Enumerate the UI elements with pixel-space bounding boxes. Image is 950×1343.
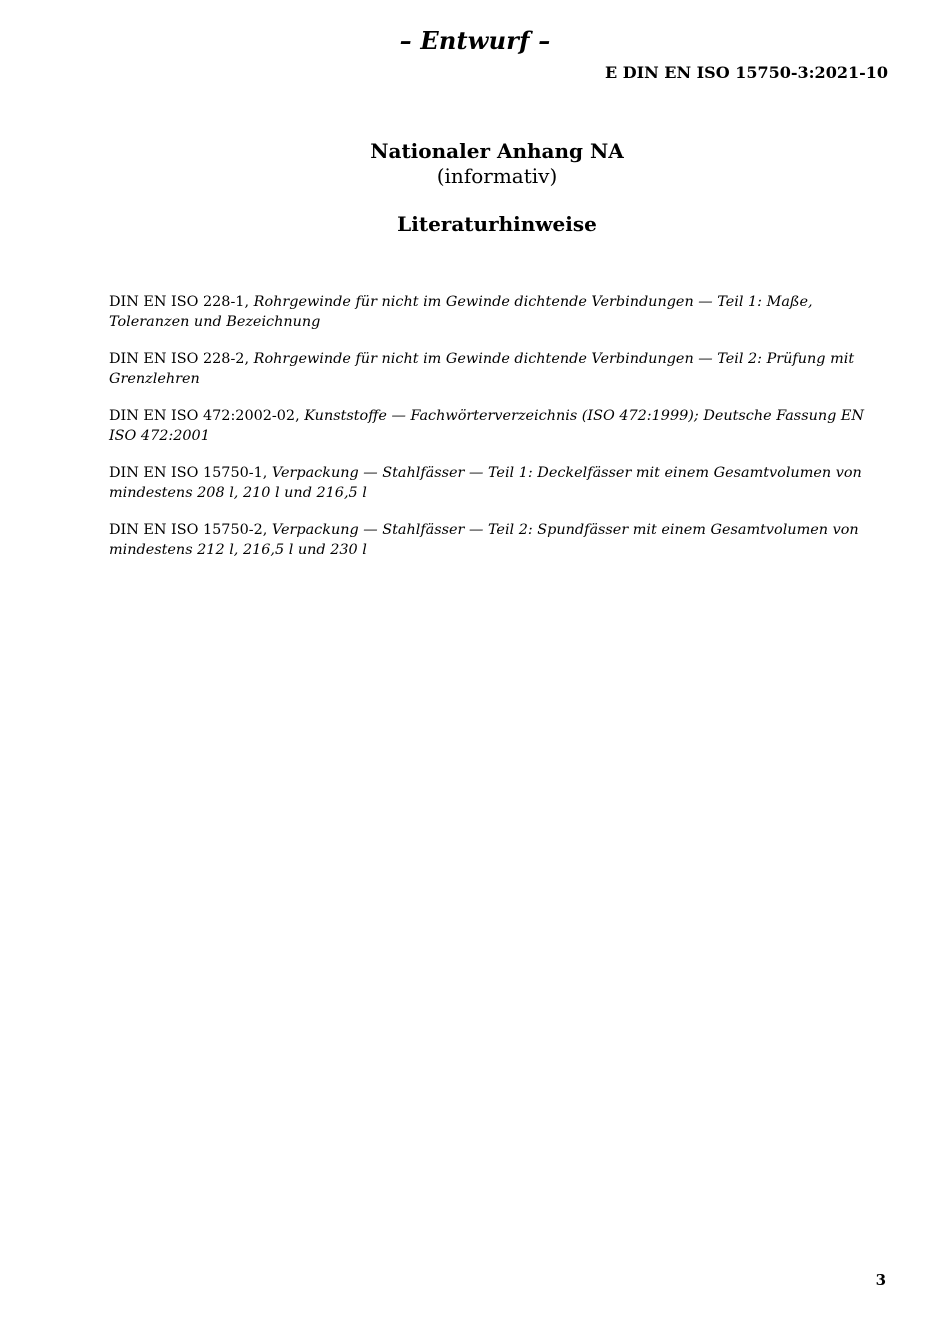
annex-title: Nationaler Anhang NA [370,139,624,163]
reference-item [109,349,889,389]
annex-subtitle: (informativ) [436,164,558,188]
reference-number: DIN EN ISO 472:2002-02, [109,408,305,424]
reference-number: DIN EN ISO 228-2, [109,351,254,367]
draft-label: – Entwurf – [399,26,551,55]
reference-number: DIN EN ISO 15750-1, [109,465,272,481]
reference-item [109,292,889,332]
reference-title: Verpackung — Stahlfässer — Teil 1: Deckelfässer mit einem Gesamtvolumen von mindestens 208 l, 210 l und 216,5 l [109,465,862,501]
reference-item [109,406,889,446]
document-id: E DIN EN ISO 15750-3:2021-10 [604,63,888,82]
reference-title: Verpackung — Stahlfässer — Teil 2: Spundfässer mit einem Gesamtvolumen von mindestens 212 l, 216,5 l und 230 l [109,522,859,558]
section-title: Literaturhinweise [397,212,597,236]
reference-item [109,520,889,560]
reference-list [109,292,889,577]
page-number: 3 [875,1271,886,1289]
reference-title: Rohrgewinde für nicht im Gewinde dichtende Verbindungen — Teil 2: Prüfung mit Grenzlehren [109,351,855,387]
reference-title: Rohrgewinde für nicht im Gewinde dichtende Verbindungen — Teil 1: Maße, Toleranzen und Bezeichnung [109,294,813,330]
reference-item [109,463,889,503]
reference-title: Kunststoffe — Fachwörterverzeichnis (ISO 472:1999); Deutsche Fassung EN ISO 472:2001 [109,408,865,444]
reference-number: DIN EN ISO 228-1, [109,294,254,310]
reference-number: DIN EN ISO 15750-2, [109,522,272,538]
